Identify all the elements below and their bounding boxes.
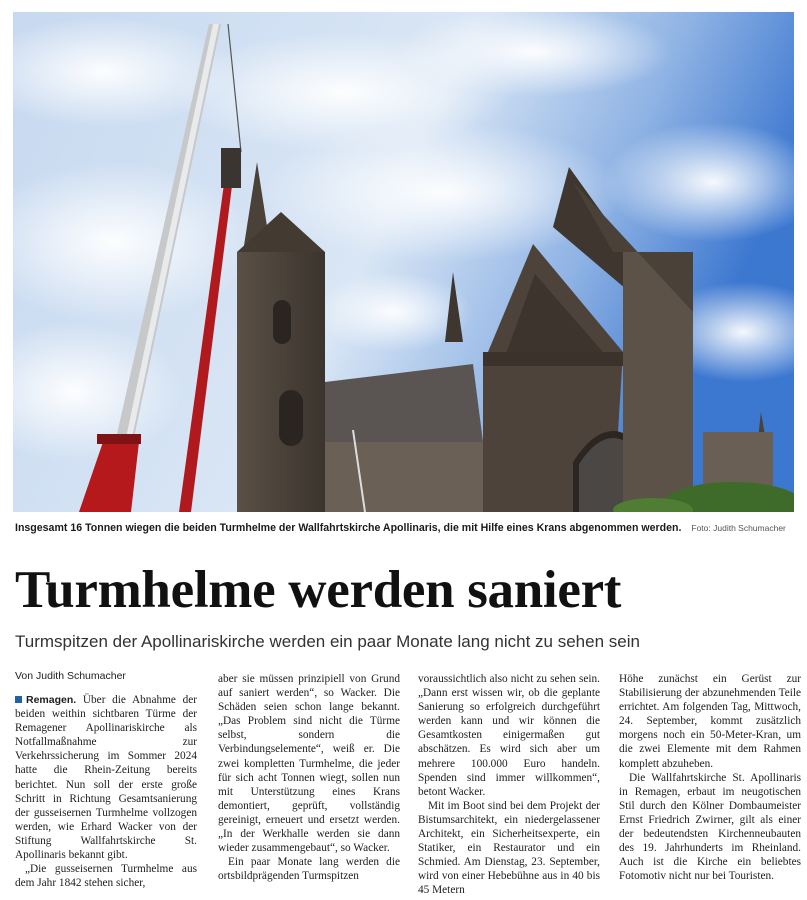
article-photo <box>13 12 794 512</box>
paragraph: Mit im Boot sind bei dem Projekt der Bistumsarchitekt, ein niedergelassener Architekt, ein Sicherheitsexperte, ein Statiker, ein Restaurator und ein Schmied. Am Dienstag, 23. September, wird von einer Hebebühne aus in 40 bis 45 Metern <box>418 799 600 897</box>
paragraph: voraussichtlich also nicht zu sehen sein. „Dann erst wissen wir, ob die geplante Sanierung so erfolgreich durchgeführt werden kann und wir können die Gesamtkosten einigermaßen gut abschätzen. Es wird sich aber um mehrere 100.000 Euro handeln. Spenden sind immer willkommen“, betont Wacker. <box>418 673 600 798</box>
paragraph: aber sie müssen prinzipiell von Grund auf saniert werden“, so Wacker. Die Schäden seien schon lange bekannt. „Das Problem sind nicht die Türme selbst, sondern die Verbindungselemente“, weiß er. Die zwei kompletten Turmhelme, die jeder für sich acht Tonnen wiegt, sollen nun mit Unterstützung eines Krans demontiert, geprüft, vollständig gereinigt, erneuert und ersetzt werden. „In der Werkhalle werden sie dann wieder zusammengebaut“, so Wacker. <box>218 673 400 855</box>
photo-credit: Foto: Judith Schumacher <box>691 523 786 533</box>
article-column-4 <box>619 672 801 883</box>
paragraph: Ein paar Monate lang werden die ortsbildprägenden Turmspitzen <box>218 856 400 883</box>
dateline: Remagen. <box>26 694 77 706</box>
church-crane-photo <box>13 12 794 512</box>
paragraph: Die Wallfahrtskirche St. Apollinaris in Remagen, erbaut im neugotischen Stil durch den Kölner Dombaumeister Ernst Friedrich Zwirner, gilt als einer der bedeutendsten Kirchenneubauten des 19. Jahrhunderts im Rheinland. Auch ist die Kirche ein beliebtes Fotomotiv nicht nur bei Touristen. <box>619 771 801 883</box>
paragraph-text: Über die Abnahme der beiden weithin sichtbaren Türme der Remagener Apollinariskirche als Notfallmaßnahme zur Verkehrssicherung im Sommer 2024 hatte die Rhein-Zeitung bereits berichtet. Nun soll der erste große Schritt in Richtung Gesamtsanierung der gusseisernen Turmhelme vollzogen werden, wie Erhard Wacker von der Stiftung Wallfahrtskirche St. Apollinaris bekannt gibt. <box>15 694 198 862</box>
headline: Turmhelme werden saniert <box>15 561 622 619</box>
paragraph: „Die gusseisernen Turmhelme aus dem Jahr 1842 stehen sicher, <box>15 863 197 890</box>
article-column-2 <box>218 672 400 883</box>
paragraph <box>15 693 197 862</box>
article-column-1 <box>15 693 197 890</box>
photo-caption <box>15 522 800 534</box>
subheadline: Turmspitzen der Apollinariskirche werden ein paar Monate lang nicht zu sehen sein <box>15 632 640 651</box>
paragraph: Höhe zunächst ein Gerüst zur Stabilisierung der abzunehmenden Teile errichtet. Am folgenden Tag, Mittwoch, 24. September, kommt zusätzlich morgens noch ein 50-Meter-Kran, um die zwei Elemente mit dem Rahmen komplett abzuheben. <box>619 673 801 770</box>
caption-text: Insgesamt 16 Tonnen wiegen die beiden Turmhelme der Wallfahrtskirche Apollinaris, die mit Hilfe eines Krans abgenommen werden. <box>15 522 682 534</box>
bullet-square-icon <box>15 696 22 703</box>
byline: Von Judith Schumacher <box>15 670 126 682</box>
article-column-3 <box>418 672 600 898</box>
